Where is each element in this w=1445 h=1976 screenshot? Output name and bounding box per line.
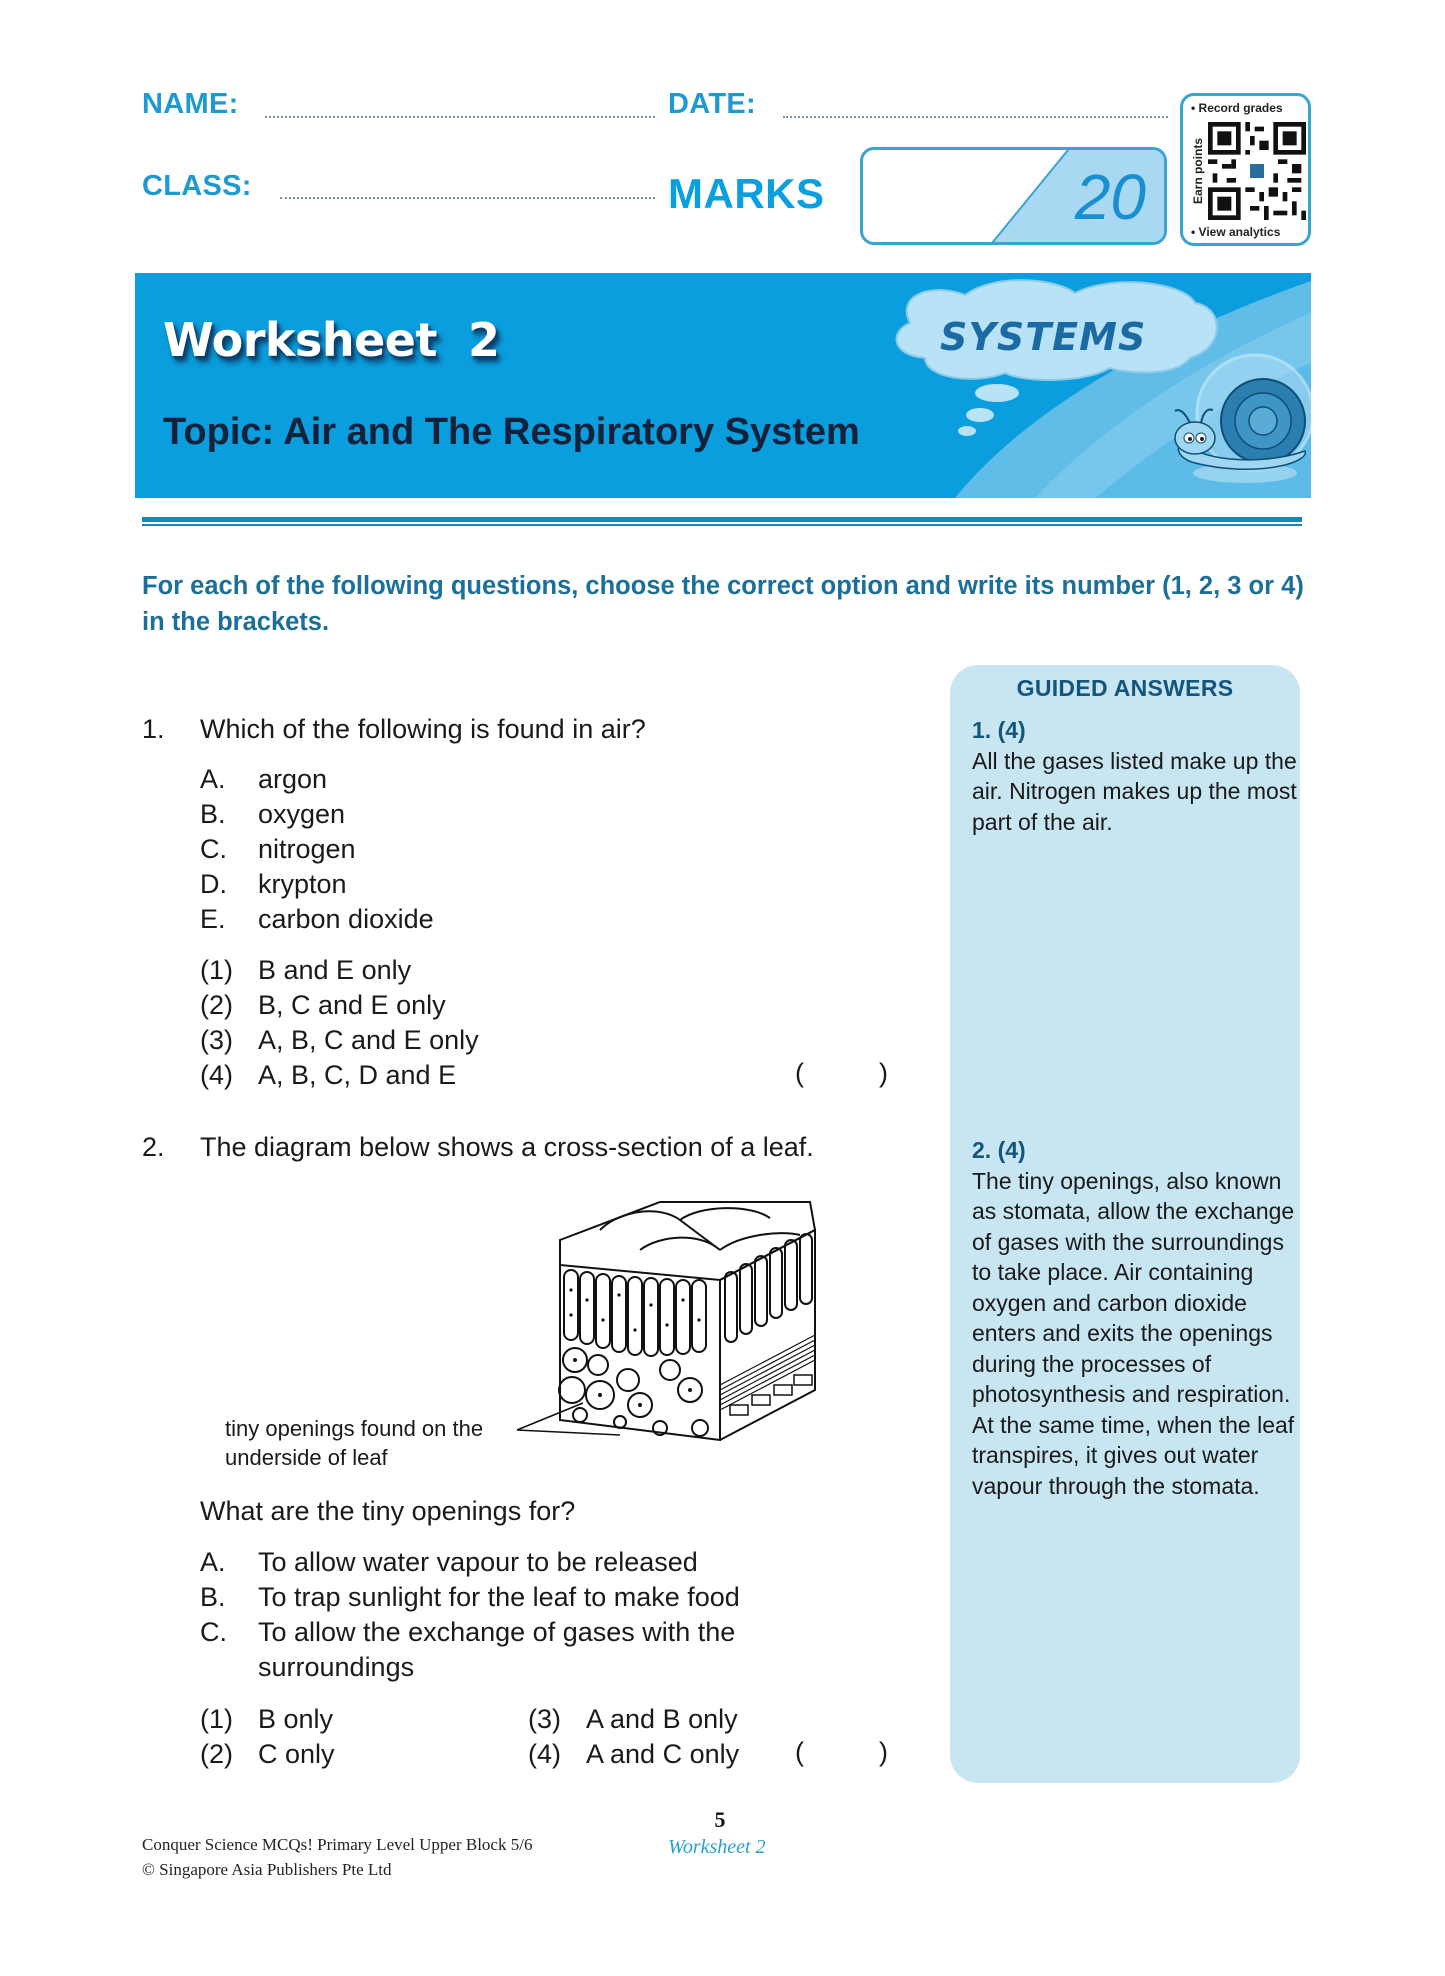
footer-copyright: © Singapore Asia Publishers Pte Ltd	[142, 1860, 392, 1879]
divider-rule-top	[142, 517, 1302, 522]
qr-card[interactable]	[1180, 93, 1311, 246]
question-2-number: 2.	[142, 1132, 165, 1162]
class-field[interactable]	[280, 197, 655, 199]
worksheet-title: Worksheet 2	[163, 313, 500, 367]
qr-earn-points: Earn points	[1191, 137, 1206, 205]
theme-label: SYSTEMS	[940, 315, 1147, 359]
name-label: NAME:	[142, 88, 239, 120]
qr-code-icon[interactable]	[1208, 122, 1306, 220]
guided-answers-title: GUIDED ANSWERS	[1016, 675, 1234, 701]
qr-record-grades: • Record grades	[1191, 101, 1283, 115]
diagram-label-line-1: tiny openings found on the	[225, 1416, 484, 1441]
diagram-label-line-2: underside of leaf	[225, 1445, 388, 1470]
divider-rule-bottom	[142, 524, 1302, 526]
guided-answer-2-head: 2. (4)	[972, 1137, 1026, 1163]
date-label: DATE:	[668, 88, 756, 120]
footer-book-title: Conquer Science MCQs! Primary Level Upper Block 5/6	[142, 1835, 533, 1854]
question-2-stem: The diagram below shows a cross-section of a leaf.	[200, 1132, 814, 1162]
question-1-stem: Which of the following is found in air?	[200, 714, 646, 744]
guided-answer-1	[972, 715, 1297, 837]
page-number: 5	[714, 1807, 726, 1832]
footer-publisher	[142, 1832, 532, 1882]
date-field[interactable]	[783, 116, 1168, 118]
instructions: For each of the following questions, choose the correct option and write its number (1, 2, 3 or 4) in the brackets.	[142, 572, 1304, 636]
question-1-answer-bracket[interactable]: ( )	[795, 1058, 888, 1088]
marks-box[interactable]	[860, 147, 1167, 245]
marks-label: MARKS	[668, 170, 825, 217]
banner-decoration	[135, 273, 1311, 498]
topic-title: Topic: Air and The Respiratory System	[163, 411, 860, 453]
marks-total: 20	[1074, 161, 1146, 233]
name-field[interactable]	[265, 116, 655, 118]
callout-pointer-lines	[515, 1395, 635, 1445]
question-2-answer-bracket[interactable]: ( )	[795, 1737, 888, 1767]
guided-answer-1-head: 1. (4)	[972, 717, 1026, 743]
qr-view-analytics: • View analytics	[1191, 225, 1281, 239]
worksheet-banner	[135, 273, 1311, 498]
question-1-number: 1.	[142, 714, 165, 744]
question-2-sub-question: What are the tiny openings for?	[200, 1496, 576, 1526]
guided-answer-2-text: The tiny openings, also known as stomata, allow the exchange of gases with the surroundings to take place. Air containing oxygen and carbon dioxide enters and exits the openings during the processes of photosynthesis and respiration. At the same time, when the leaf transpires, it gives out water vapour through the stomata.	[972, 1167, 1295, 1499]
guided-answers-panel	[950, 665, 1300, 1783]
class-label: CLASS:	[142, 170, 252, 202]
footer-section-label: Worksheet 2	[668, 1836, 766, 1858]
guided-answer-1-text: All the gases listed make up the air. Nitrogen makes up the most part of the air.	[972, 747, 1297, 835]
guided-answer-2	[972, 1135, 1297, 1501]
